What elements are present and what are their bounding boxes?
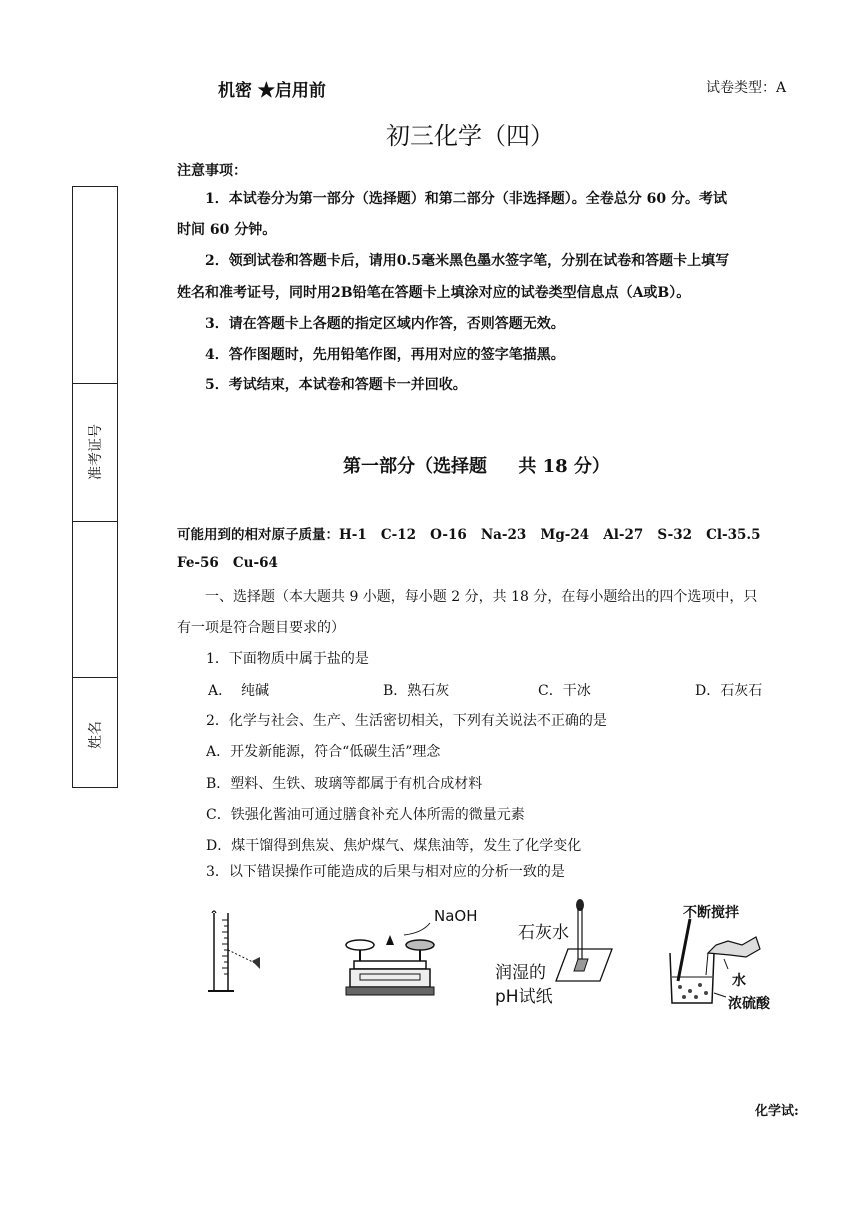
side-divider [73,677,117,678]
atomic-mass-line: Fe-56 Cu-64 [177,555,278,571]
water-label: 水 [732,973,746,989]
acid-label: 浓硫酸 [728,996,770,1012]
footer-text: 化学试: [755,1104,799,1119]
note-line: 4．答作图题时，先用铅笔作图，再用对应的签字笔描黑。 [205,347,565,363]
naoh-label: NaOH [434,907,478,925]
atomic-mass-line: 可能用到的相对原子质量：H-1 C-12 O-16 Na-23 Mg-24 Al-27 S-32 Cl-35.5 [177,527,761,543]
note-line: 1．本试卷分为第一部分（选择题）和第二部分（非选择题）。全卷总分 60 分。考试 [205,191,727,207]
question-stem: 1．下面物质中属于盐的是 [206,651,369,667]
option-c: C．干冰 [538,683,591,699]
eye-icon [252,957,260,969]
part1-heading: 第一部分（选择题 共 18 分） [343,456,610,477]
paper-type: 试卷类型：A [706,80,787,96]
note-line: 5．考试结束，本试卷和答题卡一并回收。 [205,377,467,393]
option-d: D．煤干馏得到焦炭、焦炉煤气、煤焦油等，发生了化学变化 [206,838,582,854]
graduated-cylinder-figure [200,905,280,1005]
exam-id-label: 准考证号 [88,424,104,480]
ph-paper-label: pH试纸 [495,987,553,1007]
section-instruction: 有一项是符合题目要求的） [177,620,345,636]
binding-side-box [72,186,118,788]
name-label: 姓名 [88,721,104,749]
option-b: B．熟石灰 [383,683,450,699]
page-title: 初三化学（四） [386,122,554,150]
section-instruction: 一、选择题（本大题共 9 小题，每小题 2 分，共 18 分，在每小题给出的四个选项中，只 [205,589,758,605]
acid-dilution-figure [660,915,770,1010]
option-c: C．铁强化酱油可通过膳食补充人体所需的微量元素 [206,807,525,823]
wet-label: 润湿的 [495,963,546,983]
question-stem: 3．以下错误操作可能造成的后果与相对应的分析一致的是 [206,864,565,880]
option-a: A． 纯碱 [208,683,270,699]
notes-heading: 注意事项： [177,163,247,179]
option-d: D．石灰石 [695,683,763,699]
note-line: 姓名和准考证号，同时用2B铅笔在答题卡上填涂对应的试卷类型信息点（A或B）。 [177,285,691,301]
side-divider [73,383,117,384]
question-stem: 2．化学与社会、生产、生活密切相关，下列有关说法不正确的是 [206,713,607,729]
option-b: B．塑料、生铁、玻璃等都属于有机合成材料 [206,776,483,792]
stir-label: 不断搅拌 [683,905,739,921]
ph-test-figure [548,895,618,990]
note-line: 时间 60 分钟。 [177,222,277,238]
note-line: 3．请在答题卡上各题的指定区域内作答，否则答题无效。 [205,316,565,332]
limewater-label: 石灰水 [518,923,569,943]
option-a: A．开发新能源，符合“低碳生活”理念 [206,744,441,760]
note-line: 2．领到试卷和答题卡后，请用0.5毫米黑色墨水签字笔，分别在试卷和答题卡上填写 [205,253,730,269]
secret-mark: 机密 ★启用前 [218,81,326,101]
side-divider [73,521,117,522]
